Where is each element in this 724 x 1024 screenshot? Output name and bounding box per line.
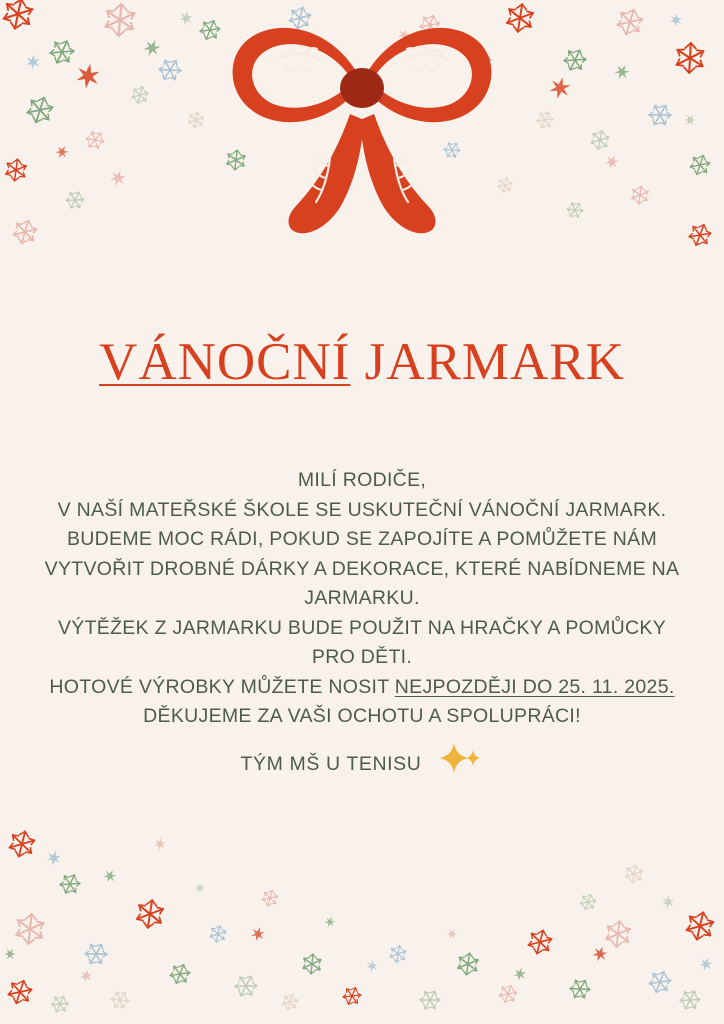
thanks-line: DĚKUJEME ZA VAŠI OCHOTU A SPOLUPRÁCI!	[143, 705, 581, 727]
body-line-5: JARMARKU.	[304, 587, 420, 609]
deadline-prefix: HOTOVÉ VÝROBKY MŮŽETE NOSIT	[49, 675, 395, 698]
ribbon-bow-icon	[212, 8, 512, 248]
body-copy	[0, 466, 724, 732]
snowflake-band-bottom	[0, 814, 724, 1024]
deadline-date: NEJPOZDĚJI DO 25. 11. 2025.	[394, 675, 675, 698]
deadline-line	[0, 673, 724, 703]
body-line-2: V NAŠÍ MATEŘSKÉ ŠKOLE SE USKUTEČNÍ VÁNOČNÍ JARMARK.	[57, 498, 667, 521]
sparkle-svg	[437, 742, 483, 776]
snowflake-band-bottom-svg	[0, 814, 724, 1024]
signature	[0, 742, 724, 782]
signature-text: TÝM MŠ U TENISU	[240, 753, 422, 775]
page-title	[0, 332, 724, 392]
page-title-underlined: VÁNOČNÍ	[99, 333, 351, 391]
body-line-1: MILÍ RODIČE,	[297, 469, 427, 491]
ribbon-bow-svg	[212, 8, 512, 248]
body-line-3: BUDEME MOC RÁDI, POKUD SE ZAPOJÍTE A POMŮŽETE NÁM	[66, 528, 658, 550]
body-line-7: PRO DĚTI.	[311, 646, 413, 668]
body-line-6: VÝTĚŽEK Z JARMARKU BUDE POUŽIT NA HRAČKY A POMŮCKY	[57, 616, 667, 639]
body-line-4: VYTVOŘIT DROBNÉ DÁRKY A DEKORACE, KTERÉ NABÍDNEME NA	[44, 557, 680, 580]
page-title-plain: JARMARK	[350, 333, 625, 391]
sparkle-icon	[437, 742, 483, 782]
